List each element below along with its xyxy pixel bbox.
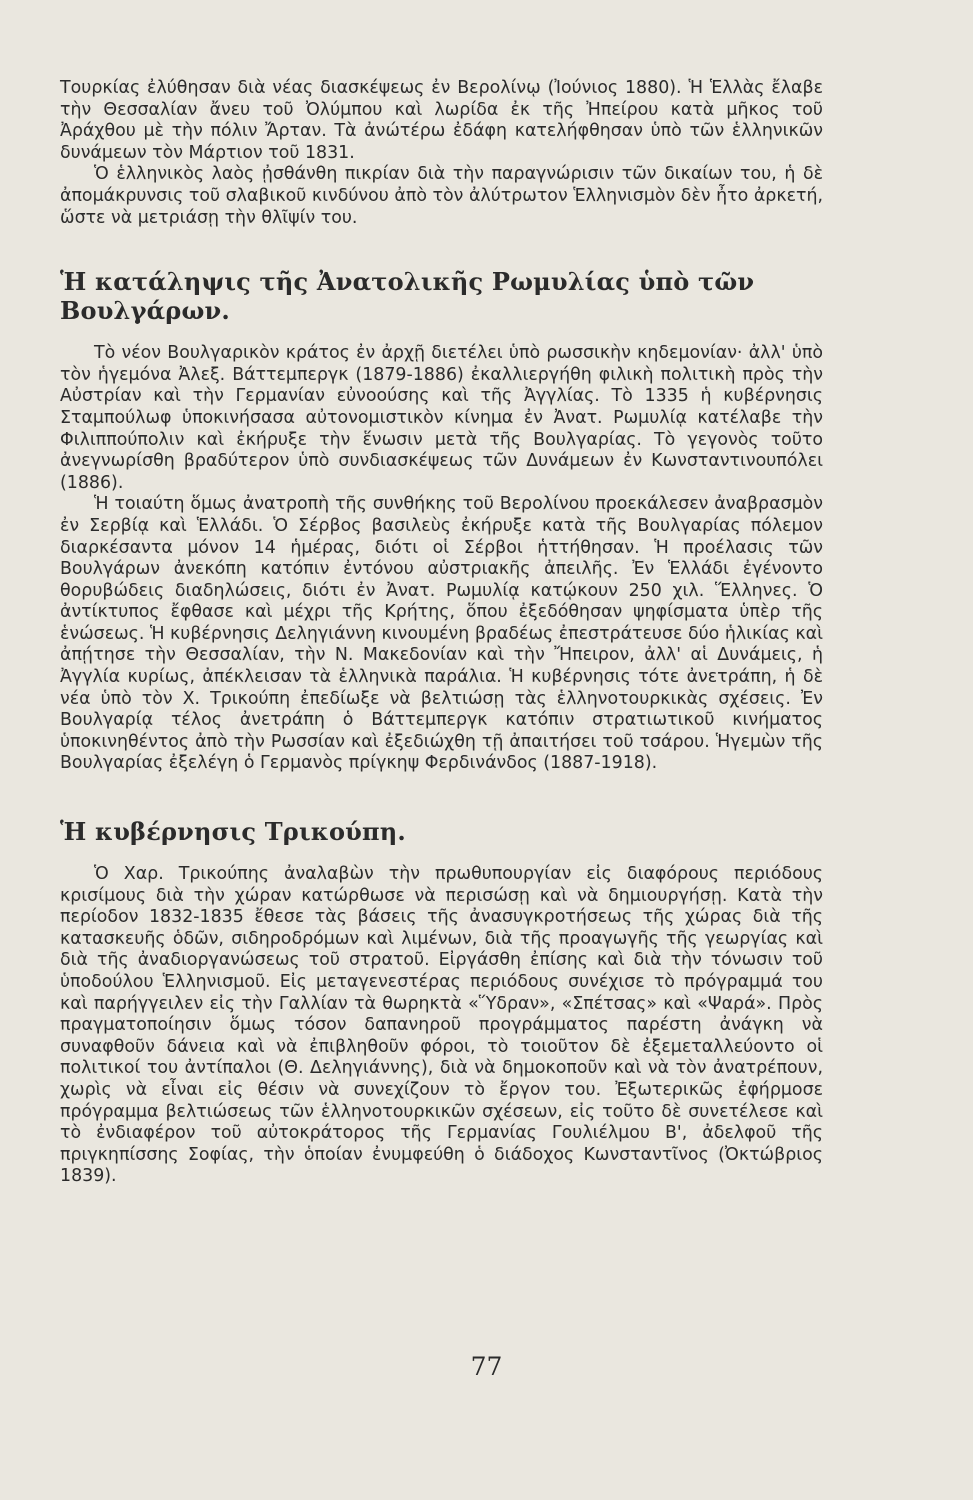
intro-paragraph: Ὁ ἑλληνικὸς λαὸς ᾐσθάνθη πικρίαν διὰ τὴν παραγνώρισιν τῶν δικαίων του, ἡ δὲ ἀπομάκρυνσις τοῦ σλαβικοῦ κινδύνου ἀπὸ τὸν ἀλύτρωτον Ἑλληνισμὸν δὲν ἦτο ἀρκετή, ὥστε νὰ μετριάσῃ τὴν θλῖψίν του. — [60, 164, 823, 228]
section-paragraph: Τὸ νέον Βουλγαρικὸν κράτος ἐν ἀρχῇ διετέλει ὑπὸ ρωσσικὴν κηδεμονίαν· ἀλλ' ὑπὸ τὸν ἡγεμόνα Ἀλεξ. Βάττεμπεργκ (1879-1886) ἐκαλλιεργήθη φιλικὴ πολιτικὴ πρὸς τὴν Αὐστρίαν καὶ τὴν Γερμανίαν εὐνοούσης καὶ τῆς Ἀγγλίας. Τὸ 1335 ἡ κυβέρνησις Σταμπούλωφ ὑποκινήσασα αὐτονομιστικὸν κίνημα ἐν Ἀνατ. Ρωμυλίᾳ κατέλαβε τὴν Φιλιππούπολιν καὶ ἐκήρυξε τὴν ἕνωσιν μετὰ τῆς Βουλγαρίας. Τὸ γεγονὸς τοῦτο ἀνεγνωρίσθη βραδύτερον ὑπὸ συνδιασκέψεως τῶν Δυνάμεων ἐν Κωνσταντινουπόλει (1886). — [60, 343, 823, 493]
section-paragraph: Ἡ τοιαύτη ὅμως ἀνατροπὴ τῆς συνθήκης τοῦ Βερολίνου προεκάλεσεν ἀναβρασμὸν ἐν Σερβίᾳ καὶ Ἑλλάδι. Ὁ Σέρβος βασιλεὺς ἐκήρυξε κατὰ τῆς Βουλγαρίας πόλεμον διαρκέσαντα μόνον 14 ἡμέρας, διότι οἱ Σέρβοι ἡττήθησαν. Ἡ προέλασις τῶν Βουλγάρων ἀνεκόπη κατόπιν ἐντόνου αὐστριακῆς ἀπειλῆς. Ἐν Ἑλλάδι ἐγένοντο θορυβώδεις διαδηλώσεις, διότι ἐν Ἀνατ. Ρωμυλίᾳ κατῴκουν 250 χιλ. Ἕλληνες. Ὁ ἀντίκτυπος ἔφθασε καὶ μέχρι τῆς Κρήτης, ὅπου ἐξεδόθησαν ψηφίσματα ὑπὲρ τῆς ἑνώσεως. Ἡ κυβέρνησις Δεληγιάννη κινουμένη βραδέως ἐπεστράτευσε δύο ἡλικίας καὶ ἀπῄτησε τὴν Θεσσαλίαν, τὴν Ν. Μακεδονίαν καὶ τὴν Ἤπειρον, ἀλλ' αἱ Δυνάμεις, ἡ Ἀγγλία κυρίως, ἀπέκλεισαν τὰ ἑλληνικὰ παράλια. Ἡ κυβέρνησις τότε ἀνετράπη, ἡ δὲ νέα ὑπὸ τὸν Χ. Τρικούπη ἐπεδίωξε νὰ βελτιώσῃ τὰς ἑλληνοτουρκικὰς σχέσεις. Ἐν Βουλγαρίᾳ τέλος ἀνετράπη ὁ Βάττεμπεργκ κατόπιν στρατιωτικοῦ κινήματος ὑποκινηθέντος ἀπὸ τὴν Ρωσσίαν καὶ ἐξεδιώχθη τῇ ἀπαιτήσει τοῦ τσάρου. Ἡγεμὼν τῆς Βουλγαρίας ἐξελέγη ὁ Γερμανὸς πρίγκηψ Φερδινάνδος (1887-1918). — [60, 494, 823, 774]
page-number: 77 — [470, 1352, 503, 1381]
section-heading: Ἡ κυβέρνησις Τρικούπη. — [60, 817, 406, 847]
intro-paragraph: Τουρκίας ἐλύθησαν διὰ νέας διασκέψεως ἐν Βερολίνῳ (Ἰούνιος 1880). Ἡ Ἑλλὰς ἔλαβε τὴν Θεσσαλίαν ἄνευ τοῦ Ὀλύμπου καὶ λωρίδα ἐκ τῆς Ἠπείρου κατὰ μῆκος τοῦ Ἀράχθου μὲ τὴν πόλιν Ἄρταν. Τὰ ἀνώτέρω ἐδάφη κατελήφθησαν ὑπὸ τῶν ἑλληνικῶν δυνάμεων τὸν Μάρτιον τοῦ 1831. — [60, 78, 823, 163]
section-paragraph: Ὁ Χαρ. Τρικούπης ἀναλαβὼν τὴν πρωθυπουργίαν εἰς διαφόρους περιόδους κρισίμους διὰ τὴν χώραν κατώρθωσε νὰ περισώσῃ καὶ νὰ δημιουργήσῃ. Κατὰ τὴν περίοδον 1832-1835 ἔθεσε τὰς βάσεις τῆς ἀνασυγκροτήσεως τῆς χώρας διὰ τῆς κατασκευῆς ὁδῶν, σιδηροδρόμων καὶ λιμένων, διὰ τῆς προαγωγῆς τῆς γεωργίας καὶ διὰ τῆς ἀναδιοργανώσεως τοῦ στρατοῦ. Εἰργάσθη ἐπίσης καὶ διὰ τὴν τόνωσιν τοῦ ὑποδούλου Ἑλληνισμοῦ. Εἰς μεταγενεστέρας περιόδους συνέχισε τὸ πρόγραμμά του καὶ παρήγγειλεν εἰς τὴν Γαλλίαν τὰ θωρηκτὰ «Ὕδραν», «Σπέτσας» καὶ «Ψαρά». Πρὸς πραγματοποίησιν ὅμως τόσον δαπανηροῦ προγράμματος παρέστη ἀνάγκη νὰ συναφθοῦν δάνεια καὶ νὰ ἐπιβληθοῦν φόροι, τὸ τοιοῦτον δὲ ἐξεμεταλλεύοντο οἱ πολιτικοί του ἀντίπαλοι (Θ. Δεληγιάννης), διὰ νὰ δημοκοποῦν καὶ νὰ τὸν ἀνατρέπουν, χωρὶς νὰ εἶναι εἰς θέσιν νὰ συνεχίζουν τὸ ἔργον του. Ἐξωτερικῶς ἐφήρμοσε πρόγραμμα βελτιώσεως τῶν ἑλληνοτουρκικῶν σχέσεων, εἰς τοῦτο δὲ συνετέλεσε καὶ τὸ ἐνδιαφέρον τοῦ αὐτοκράτορος τῆς Γερμανίας Γουλιέλμου Β', ἀδελφοῦ τῆς πριγκηπίσσης Σοφίας, τὴν ὁποίαν ἐνυμφεύθη ὁ διάδοχος Κωνσταντῖνος (Ὀκτώβριος 1839). — [60, 864, 823, 1187]
section-heading: Ἡ κατάληψις τῆς Ἀνατολικῆς Ρωμυλίας ὑπὸ τῶν Βουλγάρων. — [60, 267, 755, 326]
